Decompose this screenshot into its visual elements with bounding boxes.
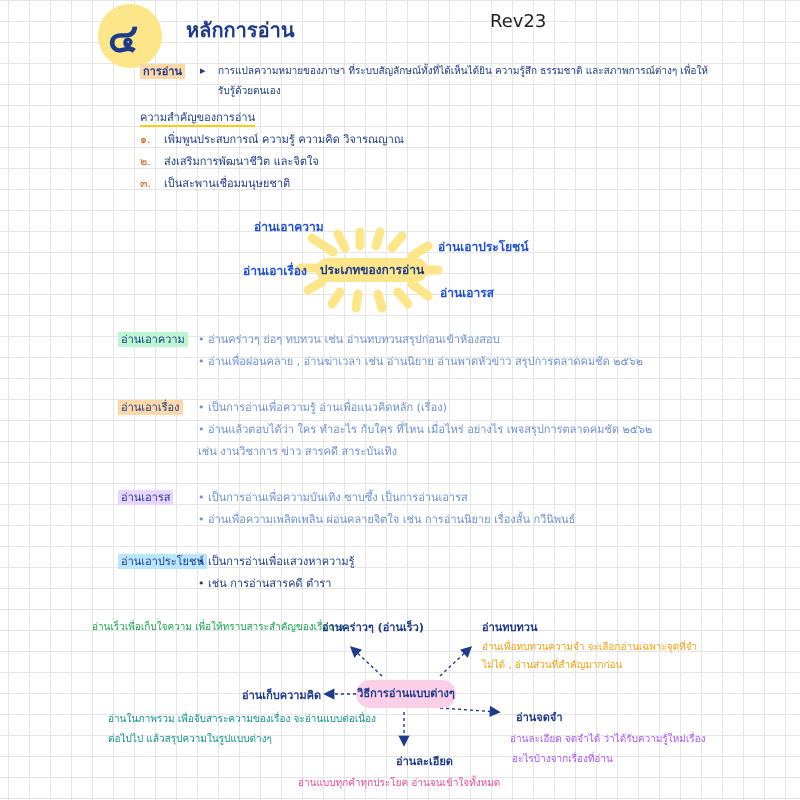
type-label-2: อ่านเอาเรื่อง [118, 400, 183, 415]
methods-center-node: วิธีการอ่านแบบต่างๆ [356, 680, 456, 708]
type-node-bottom: อ่านเอารส [440, 286, 494, 300]
definition-arrow-icon: ▸ [200, 64, 206, 77]
type-2-line-1: • เป็นการอ่านเพื่อความรู้ อ่านเพื่อแนวคิดหลัก (เรื่อง) [198, 401, 447, 414]
importance-num-1: ๑. [140, 133, 151, 146]
analyze-line-1: อ่านในภาพรวม เพื่อจับสาระความของเรื่อง จะอ่านแบบต่อเนื่อง [108, 714, 376, 725]
importance-item-3: เป็นสะพานเชื่อมมนุษยชาติ [164, 177, 291, 190]
type-node-right: อ่านเอาประโยชน์ [438, 240, 529, 254]
definition-term: การอ่าน [140, 64, 185, 79]
detail-label: อ่านละเอียด [396, 755, 453, 768]
memorize-line-2: อะไรบ้างจากเรื่องที่อ่าน [512, 754, 613, 765]
importance-item-2: ส่งเสริมการพัฒนาชีวิต และจิตใจ [164, 155, 319, 168]
analyze-label: อ่านเก็บความคิด [242, 689, 322, 702]
review-line-2: ไม่ได้ , อ่านส่วนที่สำคัญมากก่อน [482, 660, 623, 671]
skim-prefix: อ่านเร็วเพื่อเก็บใจความ เพื่อให้ทราบสาระสำคัญของเรื่อง ➔ [92, 622, 345, 633]
importance-item-1: เพิ่มพูนประสบการณ์ ความรู้ ความคิด วิจารณญาณ [164, 133, 404, 146]
types-center-node: ประเภทของการอ่าน [316, 258, 428, 282]
type-3-line-1: • เป็นการอ่านเพื่อความบันเทิง ซาบซึ้ง เป็นการอ่านเอารส [198, 491, 468, 504]
importance-num-3: ๓. [140, 177, 152, 190]
page-title: หลักการอ่าน [186, 18, 295, 42]
skim-label: อ่านคร่าวๆ (อ่านเร็ว) [322, 621, 424, 634]
detail-line-1: อ่านแบบทุกคำทุกประโยค อ่านจนเข้าใจทั้งหมด [298, 778, 501, 789]
type-node-left: อ่านเอาเรื่อง [243, 264, 307, 278]
definition-line-1: การแปลความหมายของภาษา ที่ระบบสัญลักษณ์ทั้งที่ได้เห็นได้ยิน ความรู้สึก ธรรมชาติ และสภาพการณ์ต่างๆ เพื่อให้ [218, 66, 708, 77]
type-label-1: อ่านเอาความ [118, 332, 188, 347]
memorize-line-1: อ่านละเอียด จดจำได้ ว่าได้รับความรู้ใหม่เรื่อง [510, 734, 706, 745]
review-label: อ่านทบทวน [482, 621, 538, 634]
type-1-line-1: • อ่านคร่าวๆ ย่อๆ ทบทวน เช่น อ่านทบทวนสรุปก่อนเข้าห้องสอบ [198, 333, 500, 346]
importance-heading: ความสำคัญของการอ่าน [140, 110, 255, 127]
type-node-top: อ่านเอาความ [254, 220, 324, 234]
type-2-line-3: เช่น งานวิชาการ ข่าว สารคดี สาระบันเทิง [198, 445, 398, 458]
type-2-line-2: • อ่านแล้วตอบได้ว่า ใคร ทำอะไร กับใคร ที่ไหน เมื่อไหร่ อย่างไร เพจสรุปการตลาดคมชัด ๒๕๖๒ [198, 423, 653, 436]
importance-num-2: ๒. [140, 155, 151, 168]
type-1-line-2: • อ่านเพื่อผ่อนคลาย , อ่านฆ่าเวลา เช่น อ่านนิยาย อ่านพาดหัวข่าว สรุปการตลาดคมชัด ๒๕๖๒ [198, 355, 644, 368]
type-3-line-2: • อ่านเพื่อความเพลิดเพลิน ผ่อนคลายจิตใจ เช่น การอ่านนิยาย เรื่องสั้น กวีนิพนธ์ [198, 513, 576, 526]
definition-line-2: รับรู้ด้วยตนเอง [218, 86, 281, 97]
chapter-number: ๔ [108, 16, 139, 62]
type-4-line-2: • เช่น การอ่านสารคดี ตำรา [198, 577, 332, 590]
review-line-1: อ่านเพื่อทบทวนความจำ จะเลือกอ่านเฉพาะจุดที่จำ [482, 642, 698, 653]
revision-label: Rev23 [490, 11, 547, 32]
type-label-4: อ่านเอาประโยชน์ [118, 554, 207, 569]
type-4-line-1: • เป็นการอ่านเพื่อแสวงหาความรู้ [198, 555, 355, 568]
analyze-line-2: ต่อไปไป แล้วสรุปความในรูปแบบต่างๆ [108, 734, 272, 745]
memorize-label: อ่านจดจำ [516, 711, 563, 724]
type-label-3: อ่านเอารส [118, 490, 173, 505]
